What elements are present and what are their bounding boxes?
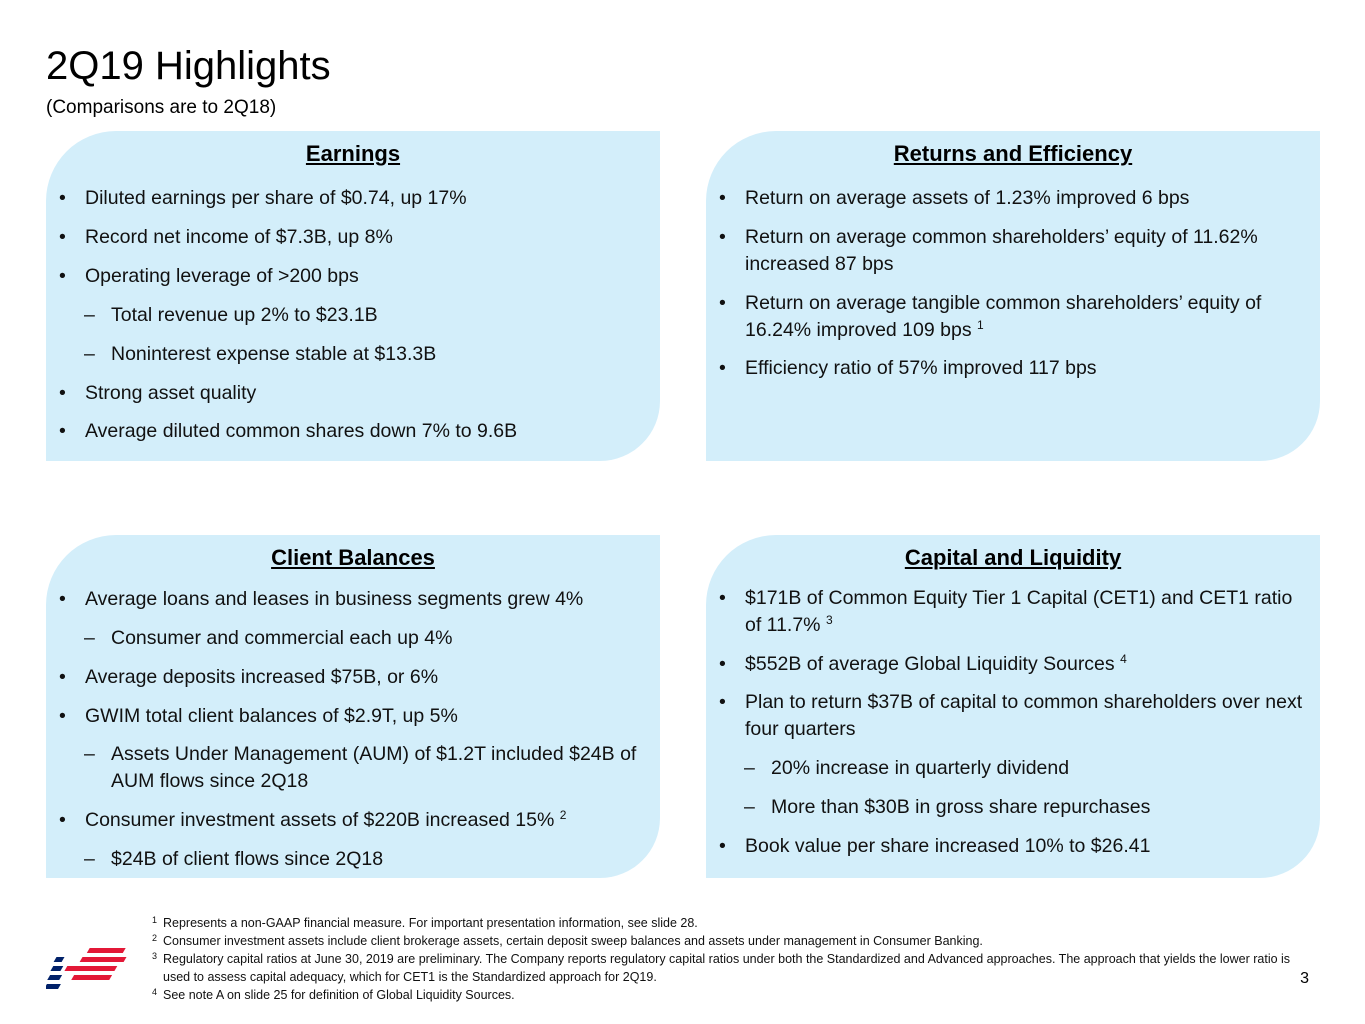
list-item: • Return on average common shareholders’ equity of 11.62% increased 87 bps (719, 226, 1258, 275)
list-item: • GWIM total client balances of $2.9T, up 5% (46, 703, 685, 730)
list-item: • $552B of average Global Liquidity Sources $^4$ (706, 651, 1315, 678)
list-item: • Efficiency ratio of 57% improved 117 bps (706, 355, 1315, 382)
bullet-marker: • (719, 357, 726, 379)
footnote-ref: 3 (825, 613, 833, 627)
dash-marker: – (744, 796, 755, 818)
list-item: • Return on average assets of 1.23% improved 6 bps (706, 185, 1315, 212)
list-item: – Total revenue up 2% to $23.1B (46, 302, 671, 329)
list-item: • Consumer investment assets of $220B increased 15% $^2$ (46, 807, 685, 834)
dash-marker: – (84, 343, 95, 365)
footnote: 1 Represents a non-GAAP financial measure. For important presentation information, see slide 28. (152, 915, 698, 930)
list-item: • Strong asset quality (46, 380, 685, 407)
bullet-marker: • (59, 382, 66, 404)
bullet-marker: • (719, 292, 726, 314)
footnote: 4 See note A on slide 25 for definition of Global Liquidity Sources. (152, 987, 515, 1002)
list-item: • Average loans and leases in business segments grew 4% (46, 586, 685, 613)
list-item: – Assets Under Management (AUM) of $1.2T included $24B of AUM flows since 2Q18 (84, 743, 637, 792)
client-balances-panel (46, 535, 660, 878)
returns-panel (706, 131, 1320, 461)
page-subtitle: (Comparisons are to 2Q18) (46, 97, 277, 118)
dash-marker: – (84, 743, 95, 765)
bullet-marker: • (59, 265, 66, 287)
bullet-marker: • (59, 809, 66, 831)
list-item: – Consumer and commercial each up 4% (46, 625, 671, 652)
dash-marker: – (84, 848, 95, 870)
page-number: 3 (1300, 970, 1309, 987)
list-item: • Book value per share increased 10% to $26.41 (706, 833, 1315, 860)
bullet-marker: • (719, 587, 726, 609)
list-item: • Average deposits increased $75B, or 6% (46, 664, 685, 691)
bank-flag-logo-icon (46, 944, 138, 996)
bullet-marker: • (59, 226, 66, 248)
dash-marker: – (84, 627, 95, 649)
list-item: – 20% increase in quarterly dividend (706, 755, 1311, 782)
list-item: • Plan to return $37B of capital to common shareholders over next four quarters (719, 691, 1303, 740)
bullet-marker: • (59, 666, 66, 688)
list-item: • Return on average tangible common shareholders’ equity of 16.24% improved 109 bps $^1$ (719, 292, 1262, 341)
dash-marker: – (84, 304, 95, 326)
bullet-marker: • (59, 588, 66, 610)
list-item: – Noninterest expense stable at $13.3B (46, 341, 671, 368)
bullet-marker: • (719, 835, 726, 857)
dash-marker: – (744, 757, 755, 779)
list-item: • Diluted earnings per share of $0.74, up 17% (46, 185, 685, 212)
footnote-ref: 2 (559, 808, 567, 822)
client-balances-title: Client Balances (271, 545, 435, 570)
list-item: • Record net income of $7.3B, up 8% (46, 224, 685, 251)
footnotes (152, 914, 1302, 1004)
footnote: 3 Regulatory capital ratios at June 30, 2019 are preliminary. The Company reports regulatory capital ratios under both the Standardized and Advanced approaches. The approach that yields the lower ratio is used to assess capital adequacy, which for CET1 is the Standardized approach for 2Q19. (152, 951, 1291, 984)
list-item: – $24B of client flows since 2Q18 (46, 846, 671, 873)
bullet-marker: • (719, 653, 726, 675)
bullet-marker: • (719, 226, 726, 248)
bullet-marker: • (59, 420, 66, 442)
footnote-ref: 4 (1120, 652, 1127, 666)
earnings-panel (46, 131, 660, 461)
earnings-title: Earnings (305, 141, 401, 166)
bullet-marker: • (59, 705, 66, 727)
footnote: 2 Consumer investment assets include client brokerage assets, certain deposit sweep balances and assets under management in Consumer Banking. (152, 933, 983, 948)
capital-liquidity-panel (706, 535, 1320, 878)
page-title: 2Q19 Highlights (46, 44, 331, 88)
list-item: – More than $30B in gross share repurchases (706, 794, 1311, 821)
list-item: • Operating leverage of >200 bps (46, 263, 685, 290)
bullet-marker: • (719, 691, 726, 713)
footnote-ref: 1 (977, 318, 984, 332)
bullet-marker: • (719, 187, 726, 209)
bullet-marker: • (59, 187, 66, 209)
capital-liquidity-title: Capital and Liquidity (904, 545, 1122, 570)
returns-title: Returns and Efficiency (893, 141, 1133, 166)
list-item: • $171B of Common Equity Tier 1 Capital (CET1) and CET1 ratio of 11.7% $^3$ (719, 587, 1293, 636)
list-item: • Average diluted common shares down 7% to 9.6B (46, 418, 685, 445)
